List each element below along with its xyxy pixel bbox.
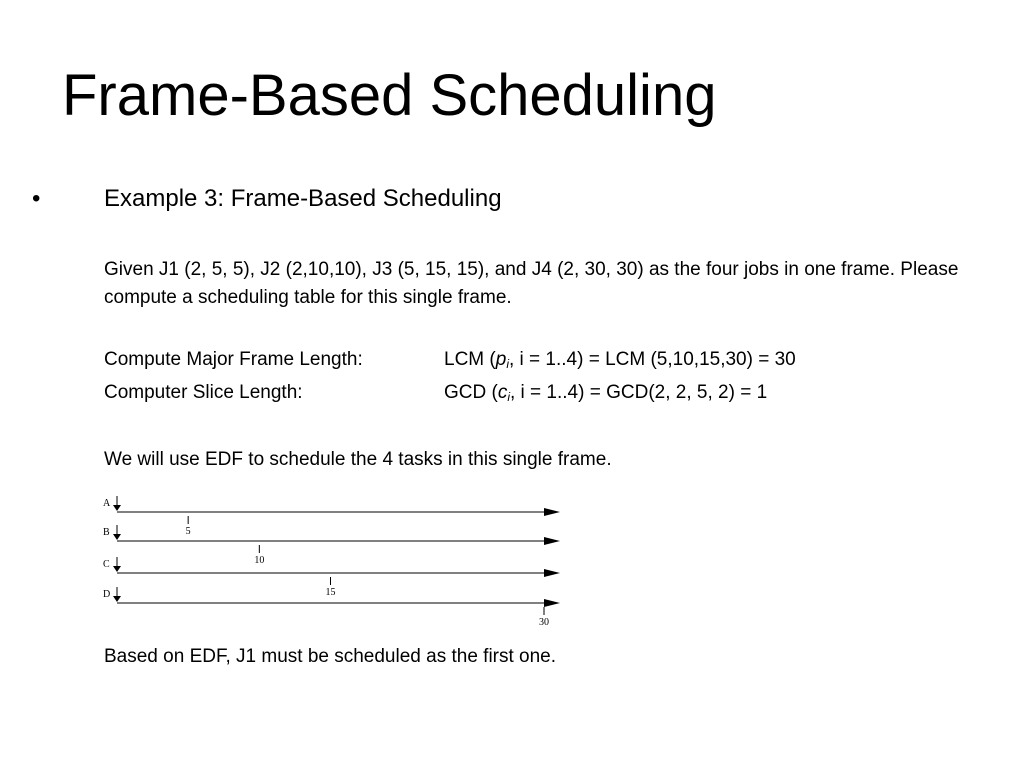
slice-sub: i	[507, 390, 510, 404]
axis-arrowhead-b	[544, 537, 560, 545]
slice-var: c	[497, 382, 508, 403]
major-frame-label: Compute Major Frame Length:	[104, 349, 363, 370]
example-heading: Example 3: Frame-Based Scheduling	[104, 185, 502, 212]
timeline-row-label-b: B	[103, 527, 110, 538]
bullet-marker: •	[32, 185, 41, 212]
conclusion-text: Based on EDF, J1 must be scheduled as the first one.	[104, 646, 557, 667]
release-arrowhead-b	[113, 534, 121, 540]
axis-arrowhead-a	[544, 508, 560, 516]
axis-arrowhead-d	[544, 599, 560, 607]
slice-prefix: GCD (	[444, 382, 498, 403]
job-timeline-diagram	[98, 490, 568, 628]
major-frame-suffix: , i = 1..4) = LCM (5,10,15,30) = 30	[508, 349, 796, 370]
release-arrowhead-d	[113, 596, 121, 602]
slice-length-formula	[444, 379, 767, 411]
deadline-label-b: 10	[254, 555, 265, 566]
edf-statement: We will use EDF to schedule the 4 tasks in this single frame.	[104, 449, 612, 470]
release-arrowhead-c	[113, 566, 121, 572]
major-frame-formula	[444, 346, 796, 378]
axis-arrowhead-c	[544, 569, 560, 577]
slice-suffix: , i = 1..4) = GCD(2, 2, 5, 2) = 1	[510, 382, 768, 403]
timeline-row-label-d: D	[103, 589, 111, 600]
deadline-label-d: 30	[539, 617, 549, 628]
slide-title: Frame-Based Scheduling	[62, 63, 717, 128]
major-frame-var: p	[495, 349, 507, 370]
release-arrowhead-a	[113, 505, 121, 511]
timeline-row-label-a: A	[103, 498, 111, 509]
problem-statement: Given J1 (2, 5, 5), J2 (2,10,10), J3 (5, 15, 15), and J4 (2, 30, 30) as the four jobs in one frame. Please compute a scheduling table for this single frame.	[104, 259, 959, 308]
major-frame-prefix: LCM (	[444, 349, 496, 370]
timeline-row-label-c: C	[103, 559, 110, 570]
deadline-label-a: 5	[185, 526, 191, 537]
slice-length-label: Computer Slice Length:	[104, 382, 303, 403]
major-frame-sub: i	[506, 357, 509, 371]
deadline-label-c: 15	[325, 587, 336, 598]
